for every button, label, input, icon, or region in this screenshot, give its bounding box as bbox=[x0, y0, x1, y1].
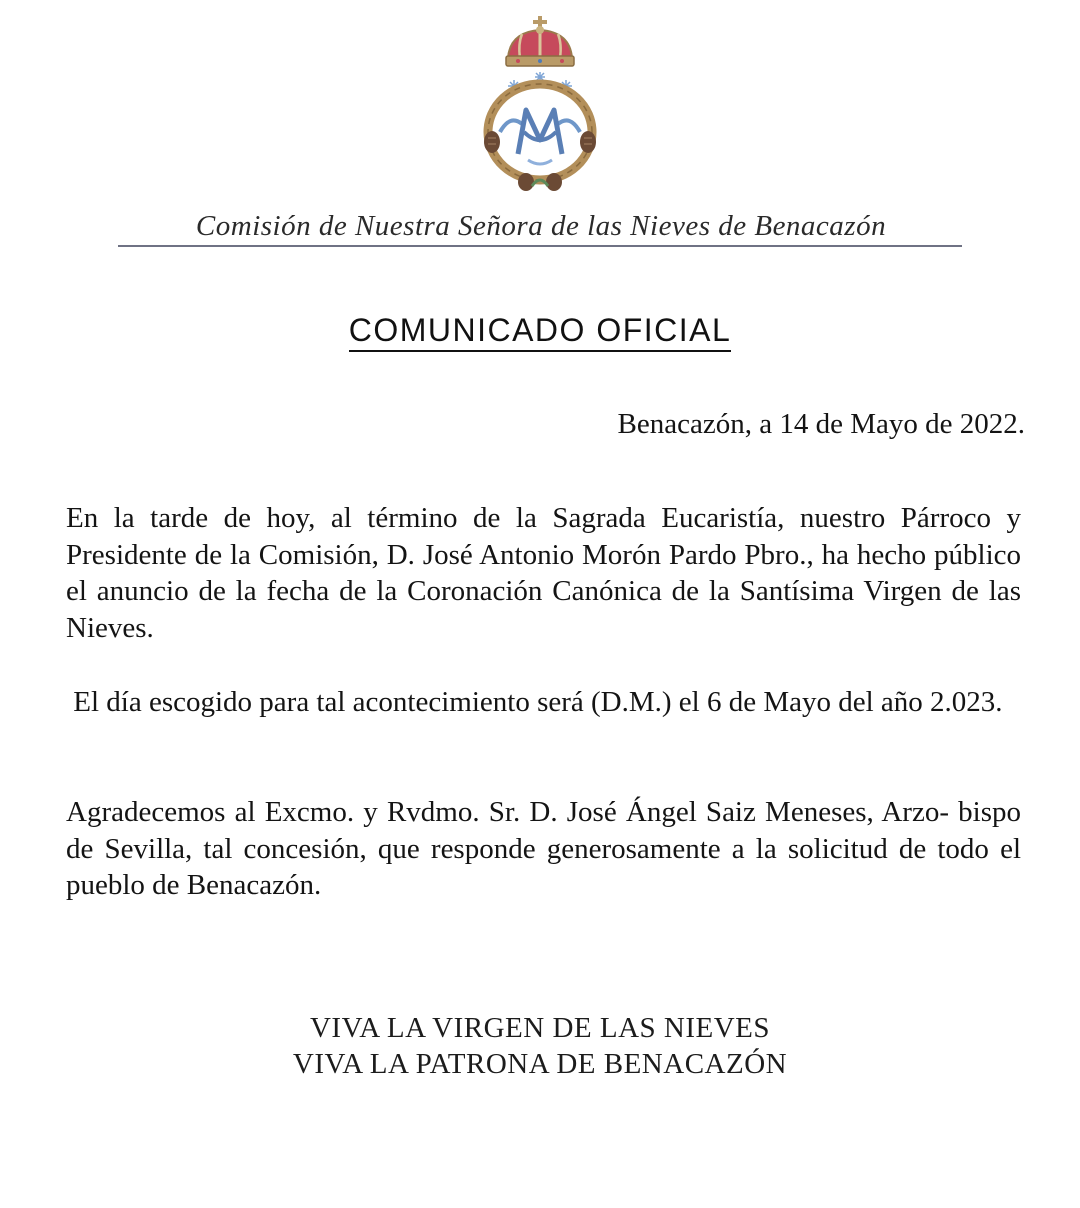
organization-name: Comisión de Nuestra Señora de las Nieves de Benacazón bbox=[195, 210, 887, 242]
document-title bbox=[0, 312, 1080, 349]
header-divider bbox=[118, 245, 962, 247]
document-title-text: COMUNICADO OFICIAL bbox=[349, 312, 732, 352]
paragraph-thanks: Agradecemos al Excmo. y Rvdmo. Sr. D. José Ángel Saiz Meneses, Arzo- bispo de Sevilla, tal concesión, que responde generosamente a la solicitud de todo el pueblo de Benacazón. bbox=[66, 796, 1021, 901]
date-line: Benacazón, a 14 de Mayo de 2022. bbox=[617, 408, 1025, 440]
crowned-monogram-emblem-icon bbox=[470, 14, 610, 194]
closing-line-1: VIVA LA VIRGEN DE LAS NIEVES bbox=[309, 1012, 771, 1044]
closing-line-2: VIVA LA PATRONA DE BENACAZÓN bbox=[292, 1048, 788, 1080]
paragraph-announcement: En la tarde de hoy, al término de la Sagrada Eucaristía, nuestro Párroco y Presidente de la Comisión, D. José Antonio Morón Pardo Pbro., ha hecho público el anuncio de la fecha de la Coronación Canónica de la Santísima Virgen de las Nieves. bbox=[66, 502, 1021, 644]
paragraph-date: El día escogido para tal acontecimiento será (D.M.) el 6 de Mayo del año 2.023. bbox=[66, 686, 1003, 718]
